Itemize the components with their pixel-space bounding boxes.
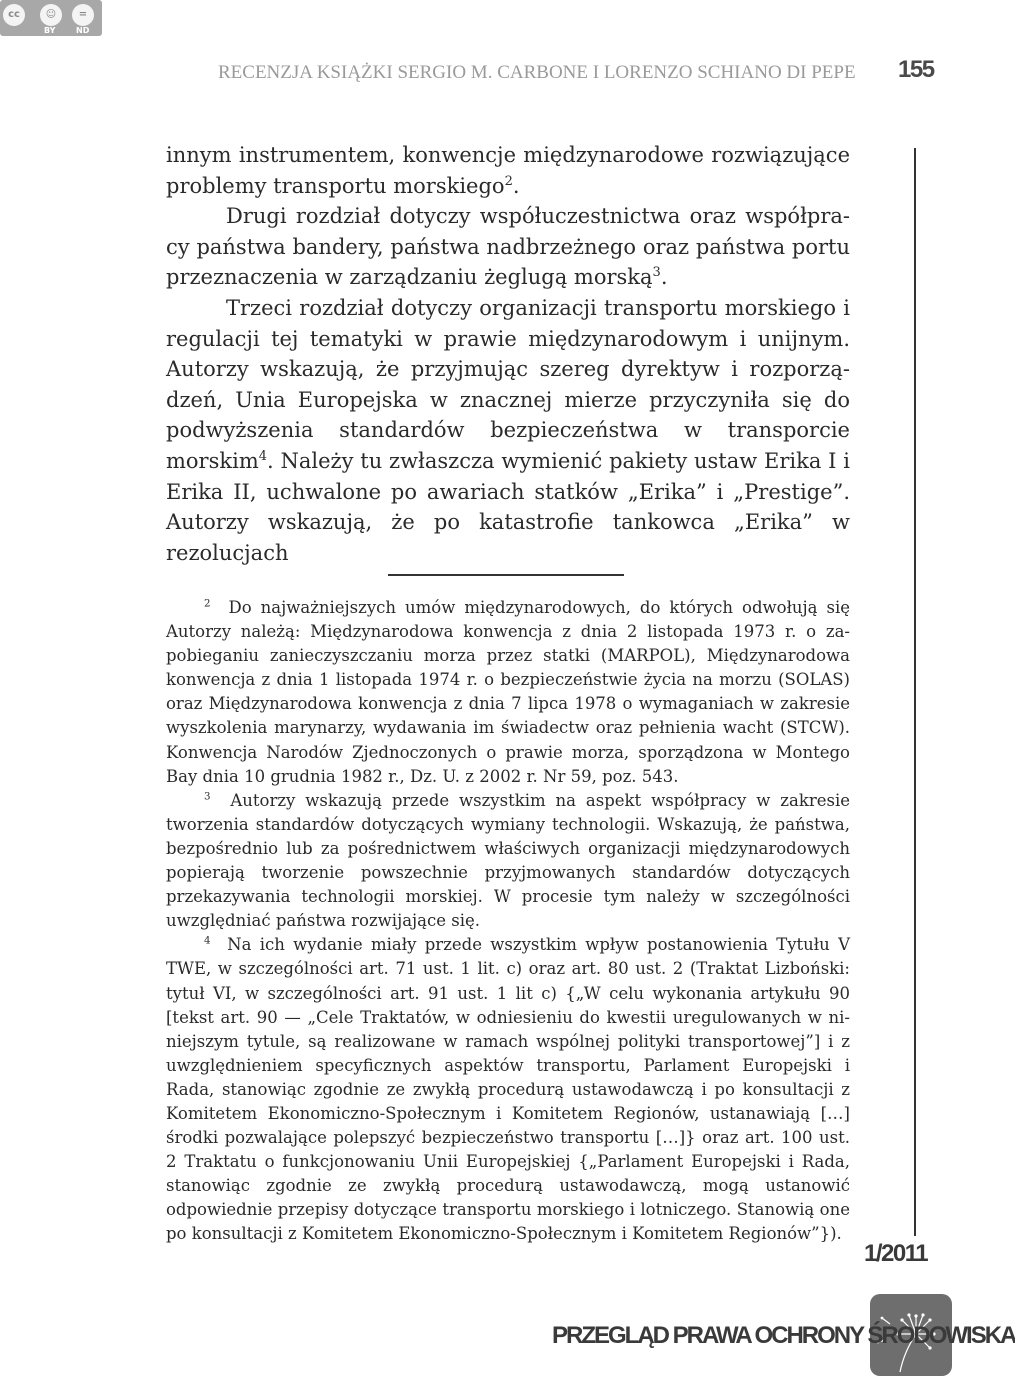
person-icon: ☺ [40,4,62,26]
paragraph: Drugi rozdział dotyczy współuczestnictwa oraz współpracy państwa bandery, państwa nadbrzeżnego oraz państwa portu przeznaczenia w zarządzaniu żeglugą morską$^3$. [166,204,850,290]
footnote-number: 2 [204,598,211,610]
paragraph: Trzeci rozdział dotyczy organizacji transportu morskiego i regulacji tej tematyki w prawie międzynarodowym i unijnym. Autorzy wskazują, że przyjmując szereg dyrektyw i rozporządzeń, Unia Europejska w znacznej mierze przyczyniła się do podwyższenia standardów bezpieczeństwa w transporcie morskim$^4$. Należy tu zwłaszcza wymienić pakiety ustaw Erika I i Erika II, uchwalone po awariach statków „Erika” i „Prestige”. Autorzy wskazują, że po katastrofie tankowca „Erika” w rezolucjach [166,295,850,565]
journal-title: PRZEGLĄD PRAWA OCHRONY ŚRODOWISKA [552,1322,1015,1349]
footnote: $^4$ Na ich wydanie miały przede wszystkim wpływ postanowienia Tytułu V TWE, w szczególności art. 71 ust. 1 lit. c) oraz art. 80 ust. 2 (Traktat Lizboński: tytuł VI, w szczególności art. 91 ust. 1 lit c) {„W celu wykonania artykułu 90 [tekst art. 90 — „Cele Traktatów, w odniesieniu do kwestii uregulowanych w niniejszym tytule, są realizowane w ramach wspólnej polityki transportowej”] i z uwzględnieniem specyficznych aspektów transportu, Parlament Europejski i Rada, stanowiąc zgodnie ze zwykłą procedurą ustawodawczą i po konsultacji z Komitetem Ekonomiczno-Społecznym i Komitetem Regionów, ustanawiają […] środki pozwalające polepszyć bezpieczeństwo transportu […]} oraz art. 100 ust. 2 Traktatu o funkcjonowaniu Unii Europejskiej {„Parlament Europejski i Rada, stanowiąc zgodnie ze zwykłą procedurą ustawodawczą, mogą ustanowić odpowiednie przepisy dotyczące transportu morskiego i lotniczego. Stanowią one po konsultacji z Komitetem Ekonomiczno-Społecznym i Komitetem Regionów”}). [166,935,850,1244]
page-number: 155 [898,56,934,83]
footnote-separator [388,574,624,576]
footnotes [166,596,850,1247]
footnote-number: 4 [204,935,211,947]
footnote-ref: 3 [652,265,661,281]
paragraph: innym instrumentem, konwencje międzynarodowe rozwiązujące problemy transportu morskiego$^2$. [166,143,850,198]
footnote-ref: 2 [504,173,513,189]
sidebar-rule [914,148,916,1236]
cc-logo-icon: cc [3,4,25,26]
footnote: $^2$ Do najważniejszych umów międzynarodowych, do których odwołują się Autorzy należą: Międzynarodowa konwencja z dnia 2 listopada 1973 r. o zapobieganiu zanieczyszczaniu morza przez statki (MARPOL), Międzynarodowa konwencja z dnia 1 listopada 1974 r. o bezpieczeństwie życia na morzu (SOLAS) oraz Międzynarodowa konwencja z dnia 7 lipca 1978 o wymaganiach w zakresie wyszkolenia marynarzy, wydawania im świadectw oraz pełnienia wacht (STCW). Konwencja Narodów Zjednoczonych o prawie morza, sporządzona w Montego Bay dnia 10 grudnia 1982 r., Dz. U. z 2002 r. Nr 59, poz. 543. [166,598,850,786]
running-head: RECENZJA KSIĄŻKI SERGIO M. CARBONE I LORENZO SCHIANO DI PEPE [218,62,856,83]
main-text [166,140,850,568]
footnote: $^3$ Autorzy wskazują przede wszystkim na aspekt współpracy w zakresie tworzenia standardów dotyczących wymiany technologii. Wskazują, że państwa, bezpośrednio lub za pośrednictwem właściwych organizacji międzynarodowych popierają tworzenie powszechnie przyjmowanych standardów dotyczących przekazywania technologii morskiej. W procesie tym należy w szczególności uwzględniać państwa rozwijające się. [166,790,850,931]
cc-by-label: BY [44,26,56,35]
cc-license-badge [0,0,102,36]
footnote-number: 3 [204,791,211,803]
equals-icon: = [72,4,94,26]
issue-number: 1/2011 [864,1240,928,1267]
cc-nd-label: ND [76,26,90,35]
footnote-ref: 4 [258,448,268,464]
